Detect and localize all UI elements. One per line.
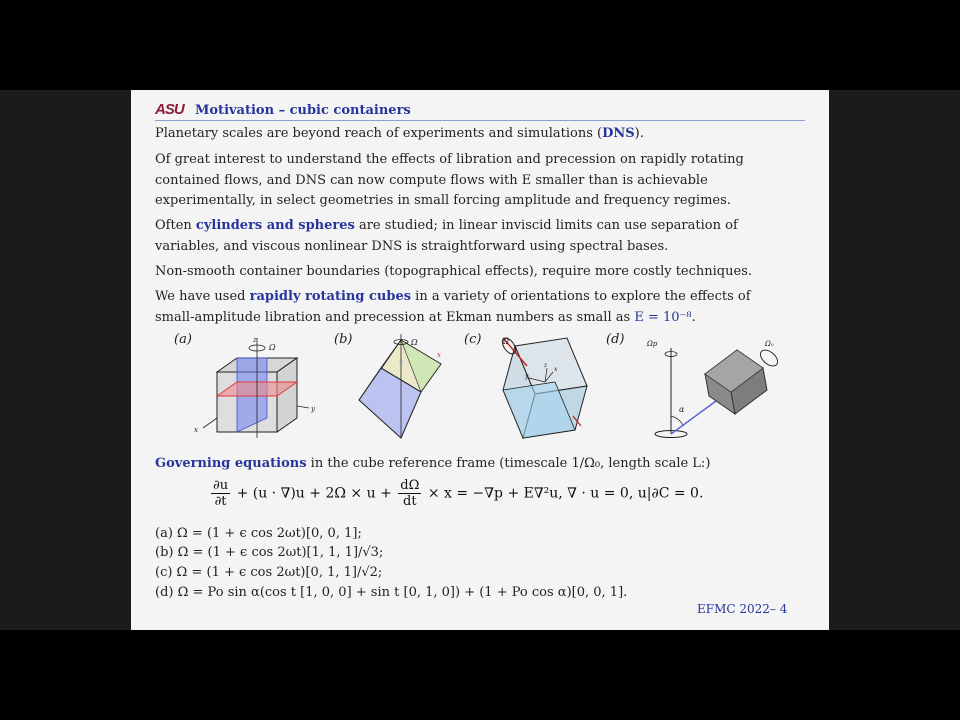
title-bar [155,100,805,121]
du-dt-fraction: $\frac{\partial u}{\partial t}$ [213,478,229,509]
domega-dt-fraction: $\frac{d\Omega}{dt}$ [400,478,420,509]
svg-text:Ω₀: Ω₀ [765,340,774,348]
svg-text:x: x [437,351,441,359]
svg-text:x: x [554,366,558,373]
right-letterbox [829,90,960,630]
governing-equations-highlight: Governing equations [155,456,307,471]
fig-label-d: (d) [606,332,625,347]
paragraph-5: We have used rapidly rotating cubes in a variety of orientations to explore the effects of small-amplitude libration and precession at Ekman numbers as small as E = 10⁻⁸. [155,289,751,325]
slide-title: Motivation – cubic containers [195,103,411,118]
case-a: (a) Ω = (1 + ϵ cos 2ωt)[0, 0, 1]; [155,526,362,541]
paragraph-3: Often cylinders and spheres are studied; in linear inviscid limits can use separation of variables, and viscous nonlinear DNS is straightforward using spectral bases. [155,218,738,254]
cylinders-spheres-highlight: cylinders and spheres [195,218,355,233]
case-c: (c) Ω = (1 + ϵ cos 2ωt)[0, 1, 1]/√2; [155,565,383,580]
svg-text:α: α [679,405,685,414]
paragraph-2: Of great interest to understand the effects of libration and precession on rapidly rotating contained flows, and DNS can now compute flows with E smaller than is achievable experimentally, in select geometries in small forcing amplitude and frequency regimes. [155,152,744,208]
svg-text:Ω: Ω [269,343,276,352]
asu-logo: ASU [155,101,184,118]
paragraph-1: Planetary scales are beyond reach of experiments and simulations (DNS). [155,126,644,141]
left-letterbox [0,90,131,630]
svg-text:Ω: Ω [411,338,418,347]
dns-highlight: DNS [602,126,635,141]
fig-label-a: (a) [174,332,192,347]
ekman-value: E = 10⁻⁸ [634,309,692,325]
svg-text:y: y [525,373,529,380]
figure-c-cube-tilted-axis [499,334,599,446]
svg-text:y: y [311,405,315,413]
navier-stokes-equation: $\frac{\partial u}{\partial t}$ + (u · ∇)u + 2Ω × u + $\frac{d\Omega}{dt}$ × x = −∇p + E∇²u, ∇ · u = 0, u|∂C = 0. [213,478,704,509]
svg-text:x: x [194,426,198,434]
svg-text:z: z [544,362,548,369]
svg-text:Ω: Ω [503,338,509,346]
case-d: (d) Ω = Po sin α(cos t [1, 0, 0] + sin t [0, 1, 0]) + (1 + Po cos α)[0, 0, 1]. [155,585,628,600]
svg-text:z: z [253,336,257,344]
svg-text:Ωp: Ωp [647,340,658,348]
paragraph-4: Non-smooth container boundaries (topographical effects), require more costly techniques. [155,264,752,279]
svg-text:z: z [399,358,403,366]
figure-d-precessing-cube [639,334,789,446]
fig-label-c: (c) [464,332,482,347]
figure-b-cube-diagonal-axis [351,334,461,446]
governing-equations-intro: Governing equations in the cube reference frame (timescale 1/Ω₀, length scale L:) [155,456,711,471]
fig-label-b: (b) [334,332,353,347]
case-b: (b) Ω = (1 + ϵ cos 2ωt)[1, 1, 1]/√3; [155,545,384,560]
cubes-highlight: rapidly rotating cubes [249,289,412,304]
slide [131,90,829,630]
slide-footer: EFMC 2022– 4 [697,602,788,616]
figure-a-cube-vertical-axis [191,334,326,446]
